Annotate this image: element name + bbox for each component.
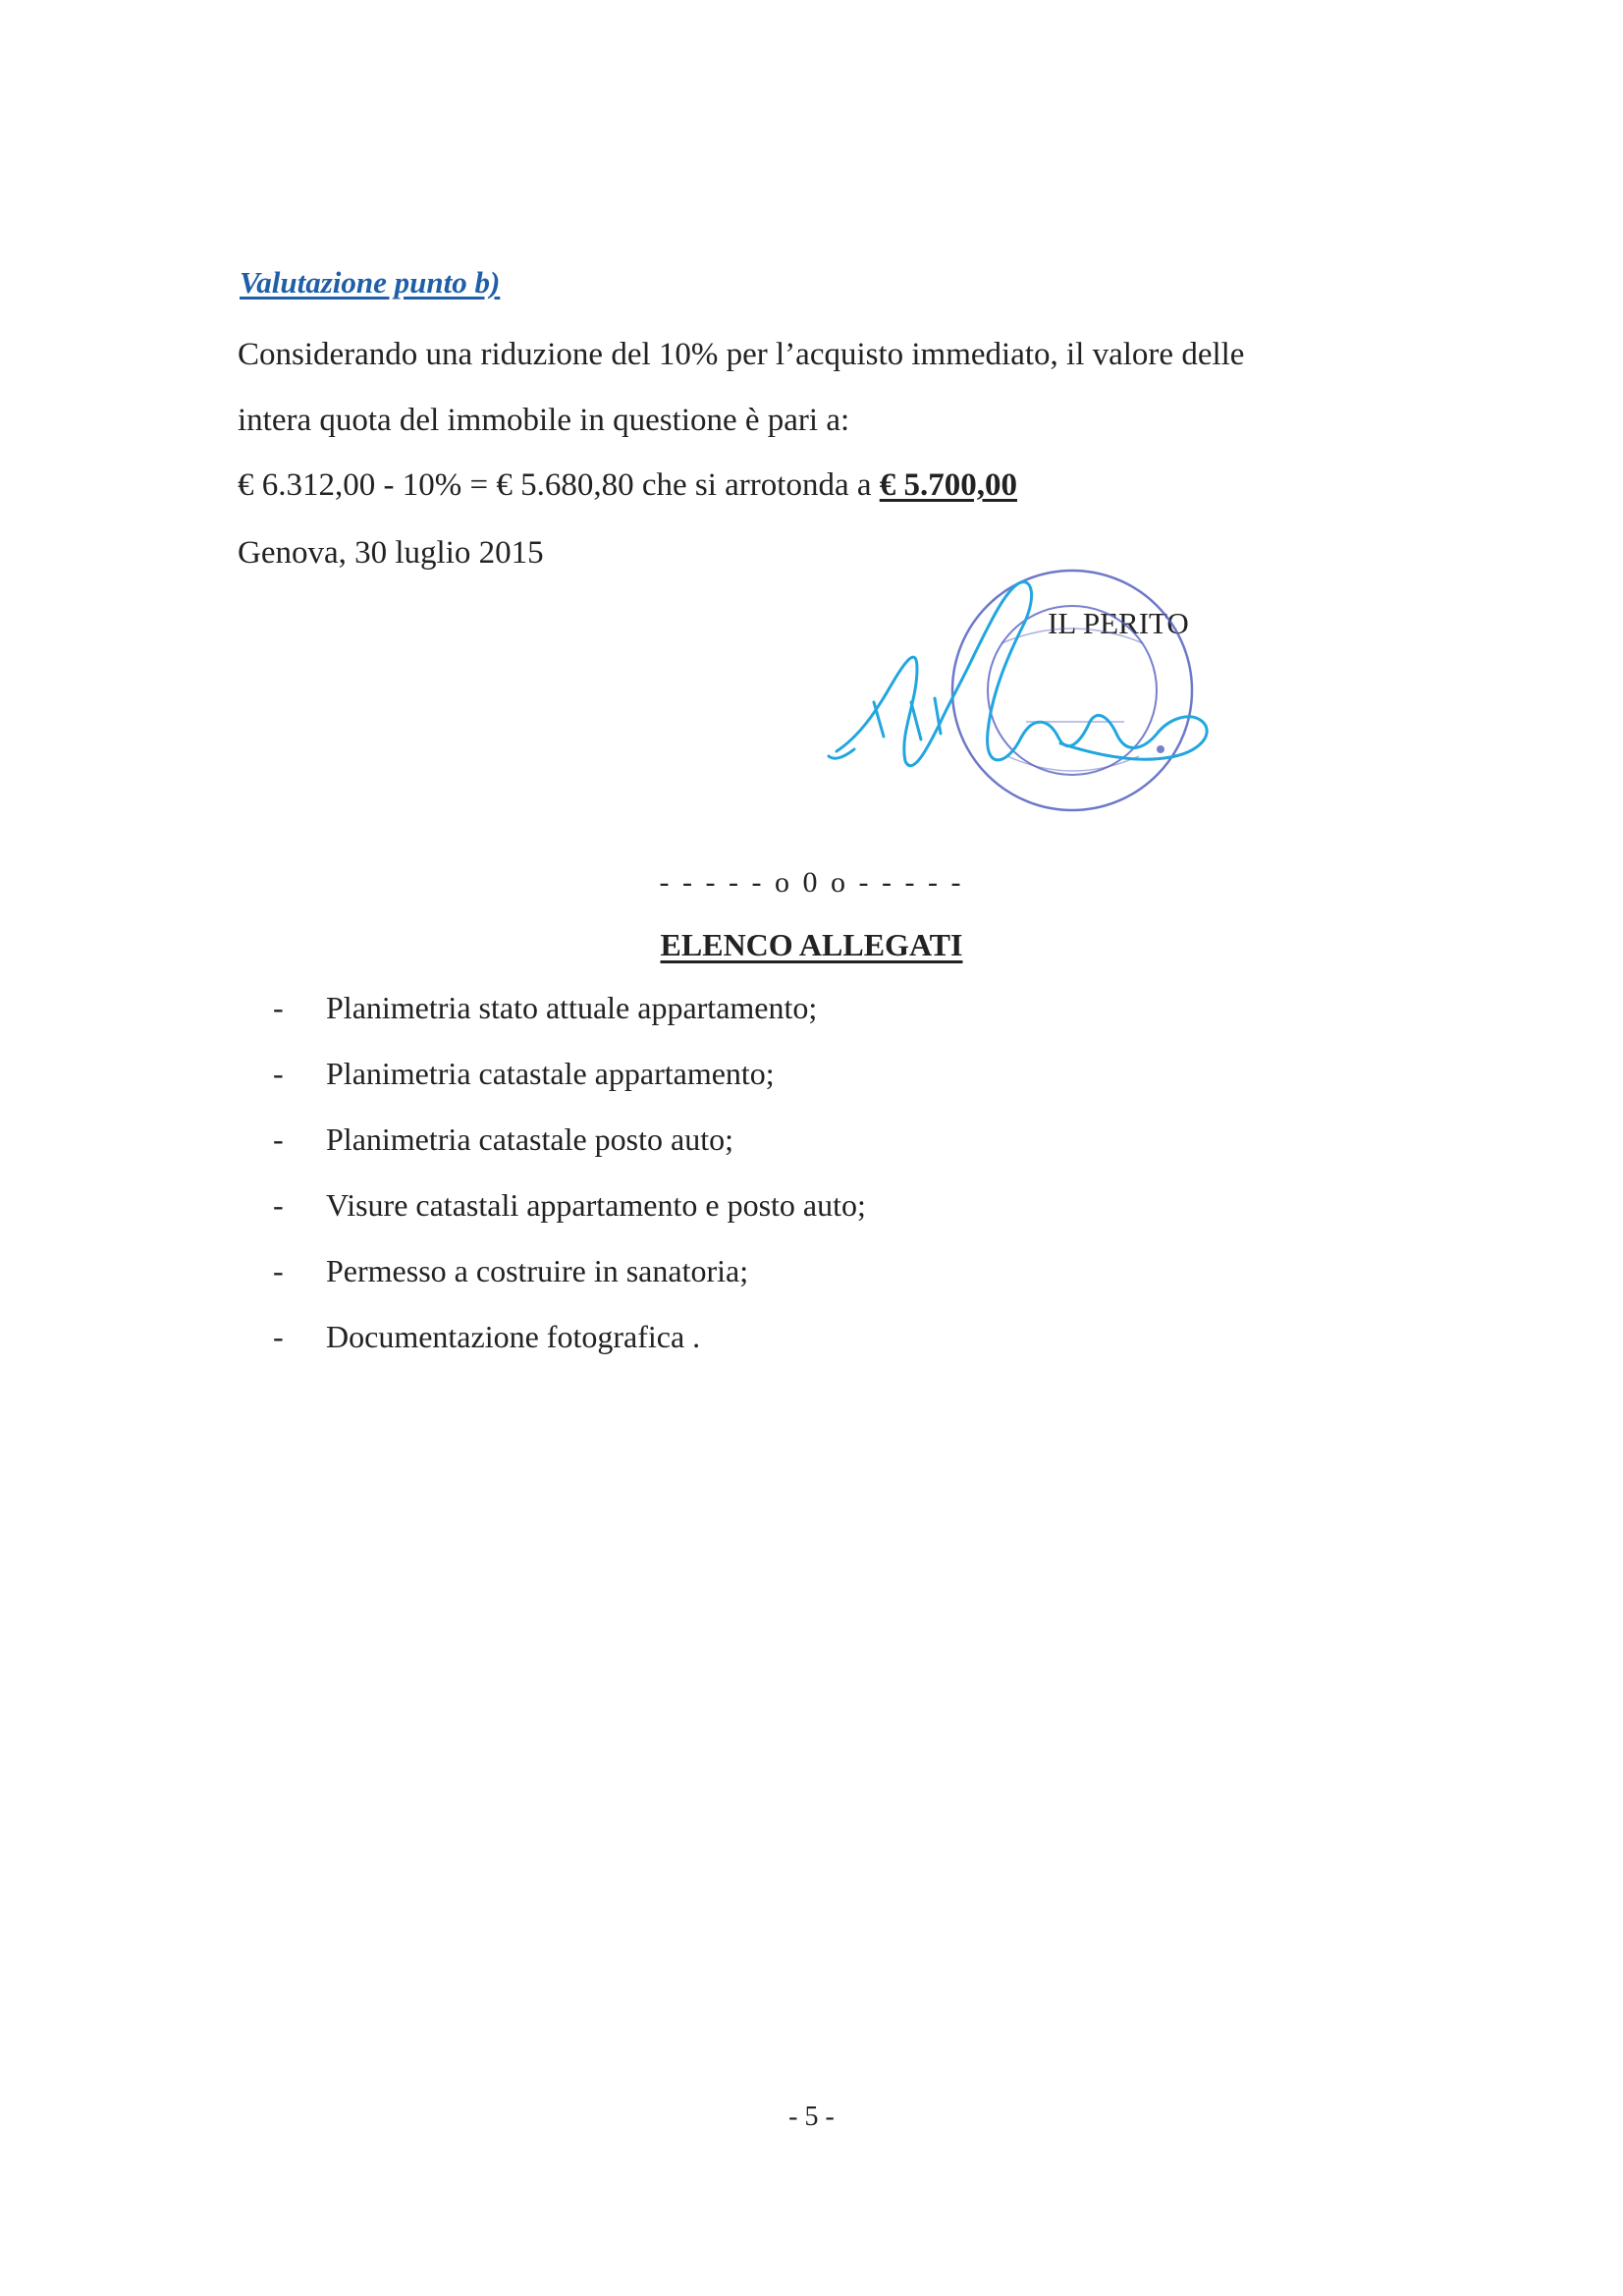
list-item-text: Planimetria stato attuale appartamento; [326, 990, 818, 1025]
list-item-text: Planimetria catastale appartamento; [326, 1056, 775, 1091]
list-bullet: - [273, 1056, 284, 1091]
page-number: - 5 - [788, 2102, 835, 2132]
list-item [273, 990, 866, 1056]
list-item [273, 1187, 866, 1253]
stamp-signature [815, 555, 1227, 830]
list-item-text: Permesso a costruire in sanatoria; [326, 1253, 749, 1288]
calculation-text: € 6.312,00 - 10% = € 5.680,80 che si arrotonda a [238, 467, 872, 503]
separator: - - - - - o 0 o - - - - - [659, 866, 964, 899]
list-item [273, 1253, 866, 1319]
list-bullet: - [273, 990, 284, 1025]
list-item-text: Visure catastali appartamento e posto auto; [326, 1187, 866, 1223]
attachments-list [273, 990, 866, 1385]
calculation-line [238, 469, 1017, 502]
list-item [273, 1056, 866, 1121]
official-stamp [952, 571, 1192, 810]
attachments-title: ELENCO ALLEGATI [660, 927, 963, 962]
list-item-text: Planimetria catastale posto auto; [326, 1121, 733, 1157]
signer-title: IL PERITO [1048, 606, 1189, 640]
final-value: € 5.700,00 [879, 467, 1017, 503]
list-bullet: - [273, 1319, 284, 1354]
list-item [273, 1121, 866, 1187]
paragraph-value: intera quota del immobile in questione è pari a: [238, 403, 850, 438]
list-bullet: - [273, 1187, 284, 1223]
list-item-text: Documentazione fotografica . [326, 1319, 701, 1354]
section-title: Valutazione punto b) [240, 265, 501, 300]
place-date: Genova, 30 luglio 2015 [238, 535, 544, 571]
list-bullet: - [273, 1121, 284, 1157]
signature [829, 582, 1207, 766]
list-item [273, 1319, 866, 1385]
list-bullet: - [273, 1253, 284, 1288]
paragraph-reduction: Considerando una riduzione del 10% per l’acquisto immediato, il valore delle [238, 337, 1245, 372]
